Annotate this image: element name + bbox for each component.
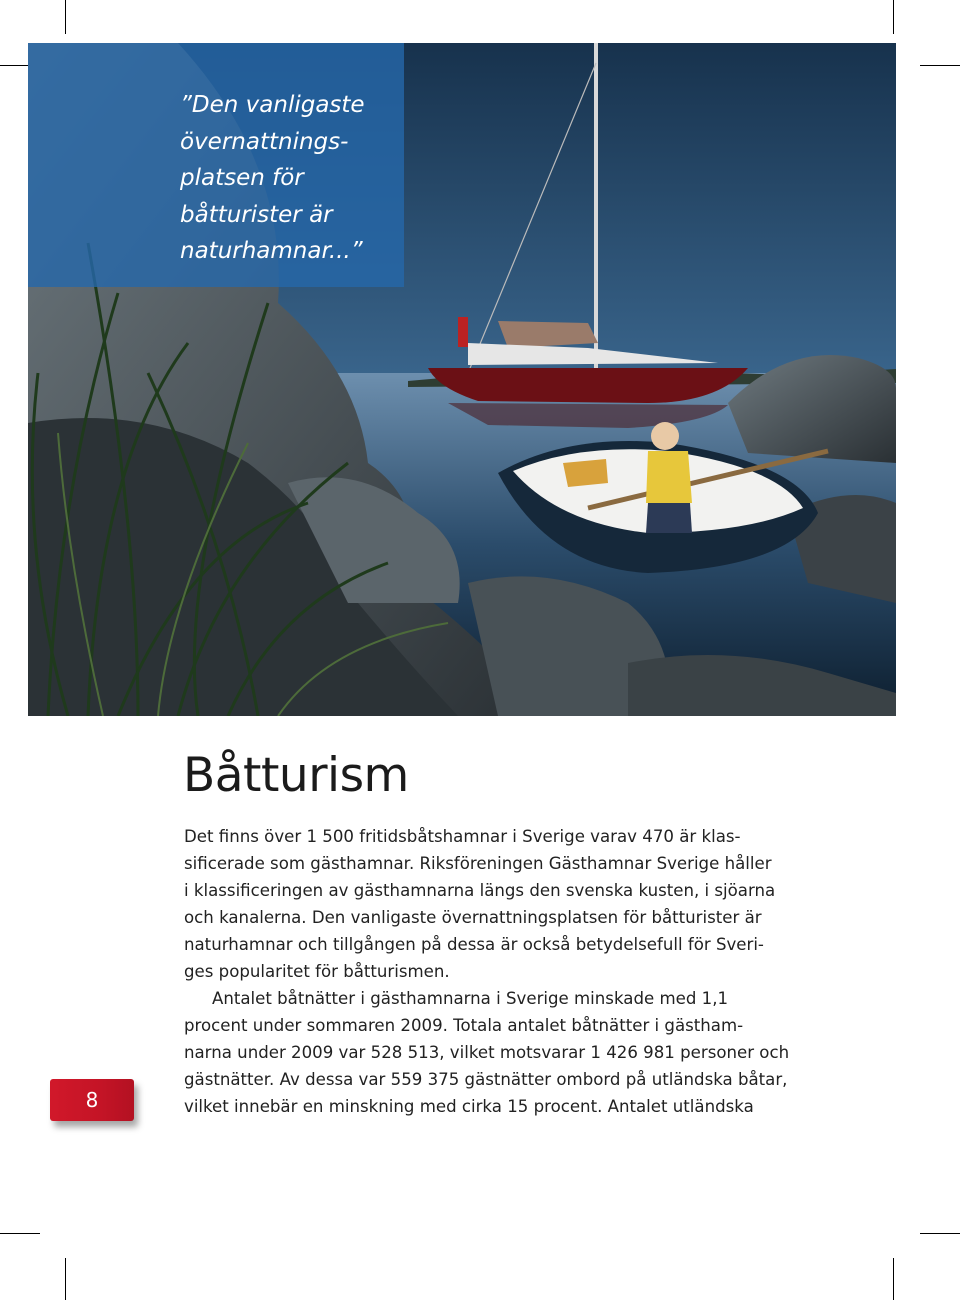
article-title: Båtturism xyxy=(183,748,409,803)
article-paragraph: Det finns över 1 500 fritidsbåtshamnar i Sverige varav 470 är klas- sificerade som gästhamnar. Riksföreningen Gästhamnar Sverige håller i klassificeringen av gästhamnarna längs den svenska kusten, i sjöarna och kanalerna. Den vanligaste övernattningsplatsen för båtturister är naturhamnar och tillgången på dessa är också betydelsefull för Sveri- ges popularitet för båtturismen. xyxy=(184,827,776,981)
pull-quote: ”Den vanligaste övernattnings- platsen för båtturister är naturhamnar...” xyxy=(180,92,365,264)
page-number-tab xyxy=(50,1079,134,1121)
crop-mark xyxy=(920,65,960,66)
crop-mark xyxy=(920,1233,960,1234)
article-body xyxy=(184,823,824,1120)
crop-mark xyxy=(0,1233,40,1234)
article-paragraph: Antalet båtnätter i gästhamnarna i Sverige minskade med 1,1 procent under sommaren 2009. Totala antalet båtnätter i gästham- narna under 2009 var 528 513, vilket motsvarar 1 426 981 personer och gästnätter. Av dessa var 559 375 gästnätter ombord på utländska båtar, vilket innebär en minskning med cirka 15 procent. Antalet utländska xyxy=(184,989,790,1116)
crop-mark xyxy=(893,1258,894,1300)
crop-mark xyxy=(893,0,894,34)
crop-mark xyxy=(65,1258,66,1300)
page-number: 8 xyxy=(85,1088,99,1112)
crop-mark xyxy=(65,0,66,34)
quote-box xyxy=(28,43,404,287)
